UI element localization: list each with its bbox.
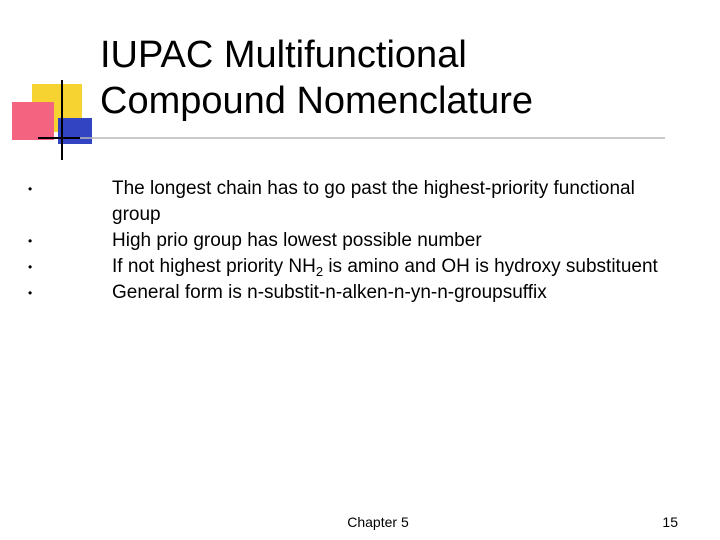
bullet-text: General form is n-substit-n-alken-n-yn-n-groupsuffix (112, 282, 547, 303)
blue-square (58, 118, 92, 144)
subscript: 2 (315, 264, 324, 279)
bullet-text: The longest chain has to go past the highest-priority functional group (112, 178, 635, 225)
red-square (12, 102, 54, 140)
bullet-list (28, 176, 668, 306)
bullet-text: High prio group has lowest possible number (112, 230, 482, 251)
slide-title (100, 32, 700, 124)
slide-title-line-1: IUPAC Multifunctional (100, 34, 467, 76)
bullet-marker: • (28, 286, 33, 300)
bullet-marker: • (28, 182, 33, 196)
bullet-item (28, 176, 668, 228)
bullet-item (28, 254, 668, 280)
bullet-text-after: is amino and OH is hydroxy substituent (323, 256, 658, 277)
bullet-item (28, 280, 668, 306)
page-number: 15 (662, 514, 678, 530)
bullet-item (28, 228, 668, 254)
bullet-marker: • (28, 234, 33, 248)
bullet-text (112, 256, 658, 277)
footer-chapter: Chapter 5 (347, 514, 409, 530)
bullet-marker: • (28, 260, 33, 274)
slide-title-line-2: Compound Nomenclature (100, 80, 534, 122)
bullet-text-before: If not highest priority NH (112, 256, 316, 277)
